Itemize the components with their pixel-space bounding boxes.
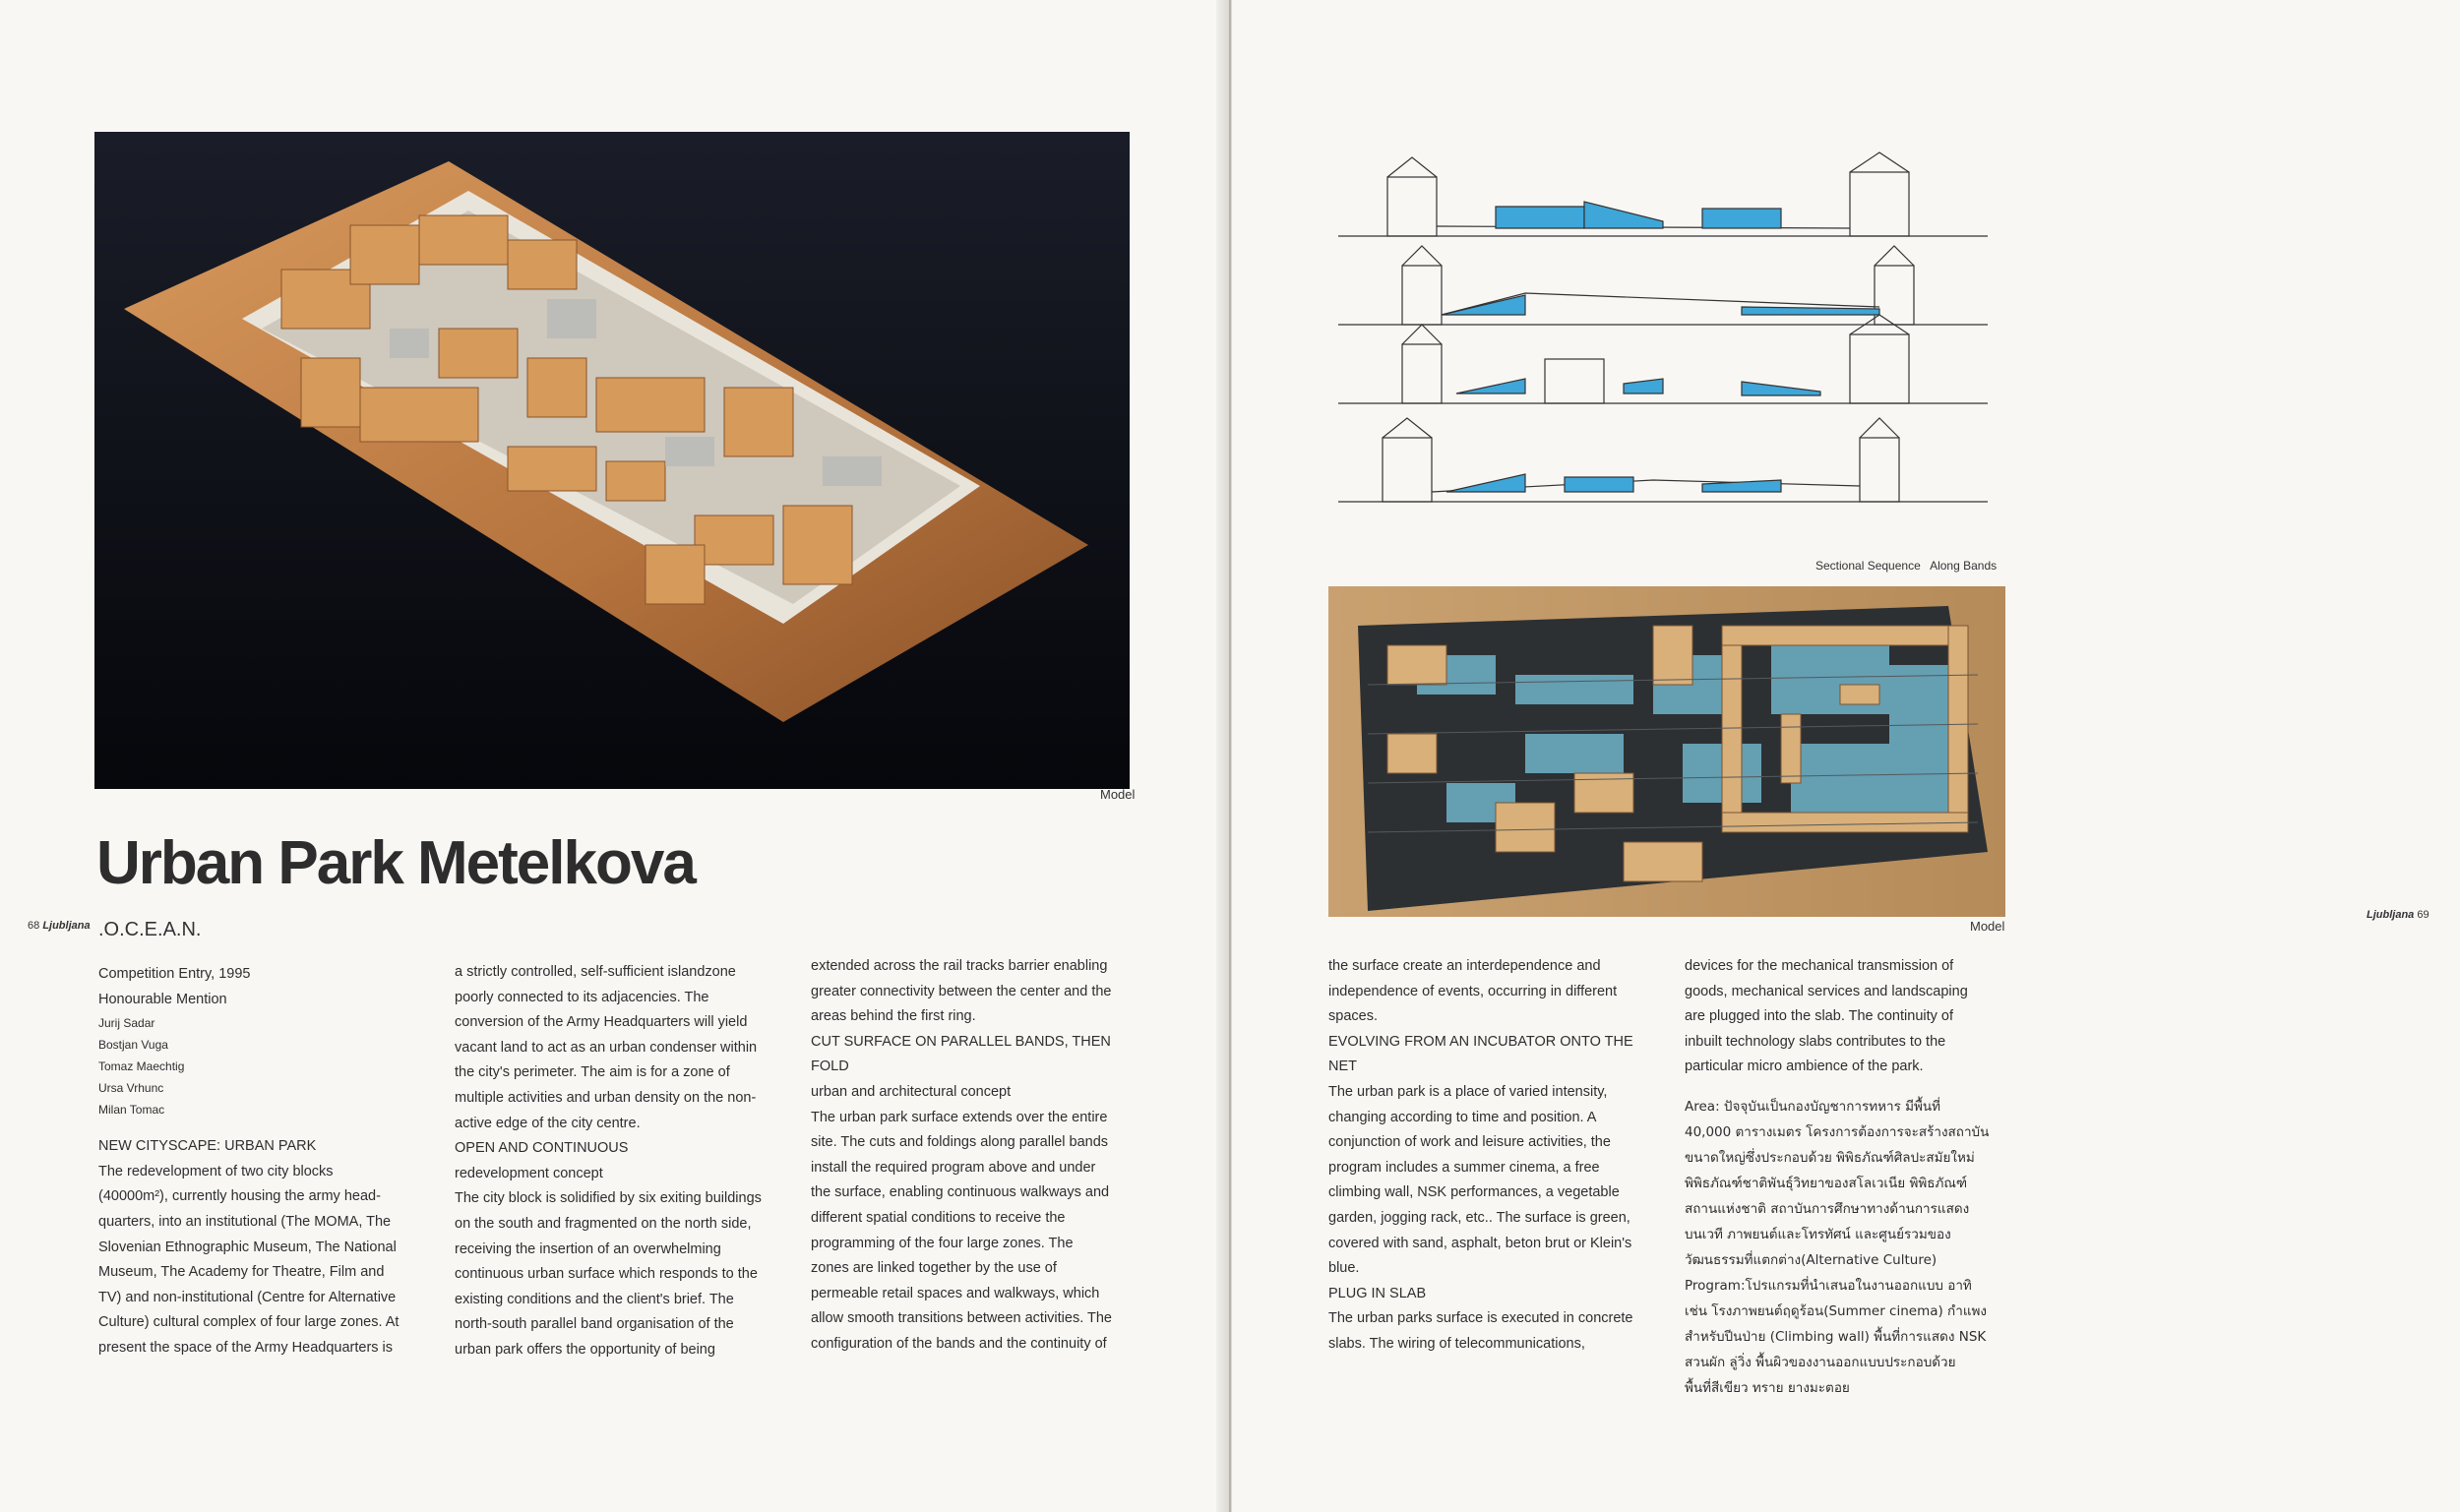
body-line: covered with sand, asphalt, beton brut or Klein's bbox=[1328, 1235, 1632, 1251]
body-line: areas behind the first ring. bbox=[811, 1008, 976, 1025]
body-line: Museum, The Academy for Theatre, Film and bbox=[98, 1264, 385, 1281]
body-line: north-south parallel band organisation of the bbox=[455, 1316, 734, 1333]
body-line: program includes a summer cinema, a free bbox=[1328, 1159, 1600, 1176]
body-line: Culture) cultural complex of four large zones. At bbox=[98, 1314, 400, 1331]
entry-line: Competition Entry, 1995 bbox=[98, 966, 251, 982]
body-line: redevelopment concept bbox=[455, 1165, 603, 1181]
left-page bbox=[0, 0, 1228, 1512]
section-1 bbox=[1338, 152, 1988, 236]
sections-caption: Sectional Sequence Along Bands bbox=[1815, 559, 1998, 573]
body-line: the surface create an interdependence and bbox=[1328, 958, 1601, 974]
body-line: site. The cuts and foldings along parallel bands bbox=[811, 1134, 1109, 1151]
thai-line: บนเวที ภาพยนต์และโทรทัศน์ และศูนย์รวมของ bbox=[1685, 1226, 1951, 1242]
thai-line: Program:โปรแกรมที่นำเสนอในงานออกแบบ อาทิ bbox=[1685, 1277, 1972, 1294]
section-heading: CUT SURFACE ON PARALLEL BANDS, THEN bbox=[811, 1033, 1111, 1050]
thai-line: สำหรับปีนป่าย (Climbing wall) พื้นที่การแสดง NSK bbox=[1685, 1328, 1987, 1345]
sectional-sequence-drawing bbox=[1328, 148, 2007, 531]
body-line: Slovenian Ethnographic Museum, The National bbox=[98, 1239, 397, 1255]
body-line: urban and architectural concept bbox=[811, 1083, 1012, 1100]
body-line: blue. bbox=[1328, 1260, 1360, 1277]
body-line: zones are linked together by the use of bbox=[811, 1260, 1057, 1277]
body-line: active edge of the city centre. bbox=[455, 1115, 641, 1131]
body-line: conversion of the Army Headquarters will yield bbox=[455, 1014, 748, 1031]
text-column-1 bbox=[98, 962, 423, 1361]
body-line: The urban parks surface is executed in concrete bbox=[1328, 1310, 1633, 1327]
body-line: different spatial conditions to receive the bbox=[811, 1209, 1066, 1226]
text-column-5 bbox=[1685, 954, 2009, 1401]
body-line: changing according to time and position. A bbox=[1328, 1109, 1597, 1125]
section-heading: PLUG IN SLAB bbox=[1328, 1285, 1427, 1301]
body-line: devices for the mechanical transmission of bbox=[1685, 958, 1954, 974]
body-line: poorly connected to its adjacencies. The bbox=[455, 989, 709, 1005]
page-title: Urban Park Metelkova bbox=[96, 829, 695, 897]
thai-line: ขนาดใหญ่ซึ่งประกอบด้วย พิพิธภัณฑ์ศิลปะสมัยใหม่ bbox=[1685, 1149, 1975, 1166]
body-line: The redevelopment of two city blocks bbox=[98, 1163, 334, 1179]
body-line: on the south and fragmented on the north side, bbox=[455, 1215, 752, 1232]
thai-line: สวนผัก ลู่วิ่ง พื้นผิวของงานออกแบบประกอบด้วย bbox=[1685, 1354, 1956, 1370]
thai-line: พื้นที่สีเขียว ทราย ยางมะตอย bbox=[1685, 1379, 1850, 1396]
text-column-2 bbox=[455, 960, 789, 1363]
thai-line: วัฒนธรรมที่แตกต่าง(Alternative Culture) bbox=[1685, 1251, 1937, 1268]
body-line: (40000m²), currently housing the army head- bbox=[98, 1188, 381, 1205]
body-line: climbing wall, NSK performances, a vegetable bbox=[1328, 1184, 1620, 1201]
folio-number: 68 bbox=[28, 920, 40, 932]
gutter-fold bbox=[1229, 0, 1231, 1512]
thai-line: 40,000 ตารางเมตร โครงการต้องการจะสร้างสถาบัน bbox=[1685, 1123, 1990, 1140]
section-3 bbox=[1338, 315, 1988, 403]
folio-city: Ljubljana bbox=[42, 920, 91, 932]
body-line: continuous urban surface which responds to the bbox=[455, 1266, 758, 1283]
body-line: vacant land to act as an urban condenser within bbox=[455, 1039, 758, 1056]
body-line: The city block is solidified by six exiting buildings bbox=[455, 1190, 762, 1207]
body-line: the city's perimeter. The aim is for a zone of bbox=[455, 1064, 730, 1081]
folio-number: 69 bbox=[2417, 909, 2429, 921]
folio-city: Ljubljana bbox=[2367, 909, 2415, 921]
author-credit: .O.C.E.A.N. bbox=[98, 919, 202, 940]
body-line: particular micro ambience of the park. bbox=[1685, 1058, 1924, 1075]
section-heading: NET bbox=[1328, 1058, 1357, 1075]
body-line: quarters, into an institutional (The MOMA, The bbox=[98, 1213, 392, 1230]
body-line: urban park offers the opportunity of being bbox=[455, 1341, 715, 1358]
model-photo-perspective bbox=[94, 132, 1130, 789]
thai-line: พิพิธภัณฑ์ชาติพันธุ์วิทยาของสโลเวเนีย พิพิธภัณฑ์ bbox=[1685, 1175, 1968, 1191]
body-line: TV) and non-institutional (Centre for Alternative bbox=[98, 1289, 397, 1305]
body-line: permeable retail spaces and walkways, which bbox=[811, 1285, 1100, 1301]
section-heading: NEW CITYSCAPE: URBAN PARK bbox=[98, 1138, 317, 1155]
body-line: independence of events, occurring in different bbox=[1328, 983, 1618, 999]
team-member: Bostjan Vuga bbox=[98, 1038, 168, 1053]
body-line: configuration of the bands and the continuity of bbox=[811, 1335, 1107, 1352]
body-line: goods, mechanical services and landscaping bbox=[1685, 983, 1968, 999]
section-4 bbox=[1338, 418, 1988, 502]
body-line: programming of the four large zones. The bbox=[811, 1235, 1074, 1251]
text-column-3 bbox=[811, 954, 1150, 1358]
body-line: greater connectivity between the center and the bbox=[811, 983, 1112, 999]
team-list bbox=[98, 1012, 423, 1120]
body-line: multiple activities and urban density on the non- bbox=[455, 1089, 757, 1106]
body-line: present the space of the Army Headquarters is bbox=[98, 1339, 394, 1356]
section-heading: FOLD bbox=[811, 1058, 849, 1075]
section-heading: OPEN AND CONTINUOUS bbox=[455, 1140, 629, 1157]
body-line: install the required program above and under bbox=[811, 1159, 1096, 1176]
section-2 bbox=[1338, 246, 1988, 325]
folio-left bbox=[28, 920, 91, 932]
body-line: allow smooth transitions between activities. The bbox=[811, 1310, 1112, 1327]
thai-line: สถานแห่งชาติ สถาบันการศึกษาทางด้านการแสดง bbox=[1685, 1200, 1970, 1217]
team-member: Milan Tomac bbox=[98, 1103, 165, 1118]
text-column-4 bbox=[1328, 954, 1668, 1358]
body-line: inbuilt technology slabs contributes to the bbox=[1685, 1033, 1946, 1050]
section-heading: EVOLVING FROM AN INCUBATOR ONTO THE bbox=[1328, 1033, 1633, 1050]
body-line: slabs. The wiring of telecommunications, bbox=[1328, 1335, 1585, 1352]
thai-summary bbox=[1685, 1094, 2009, 1401]
body-line: spaces. bbox=[1328, 1008, 1378, 1025]
body-line: garden, jogging rack, etc.. The surface is green, bbox=[1328, 1209, 1630, 1226]
team-member: Jurij Sadar bbox=[98, 1016, 155, 1031]
award-line: Honourable Mention bbox=[98, 991, 227, 1007]
body-line: receiving the insertion of an overwhelming bbox=[455, 1240, 721, 1257]
model-photo-plan bbox=[1328, 586, 2005, 917]
team-member: Tomaz Maechtig bbox=[98, 1059, 185, 1074]
thai-line: Area: ปัจจุบันเป็นกองบัญชาการทหาร มีพื้นที่ bbox=[1685, 1098, 1941, 1115]
folio-right bbox=[2367, 909, 2429, 921]
body-line: the surface, enabling continuous walkways and bbox=[811, 1184, 1110, 1201]
body-line: are plugged into the slab. The continuity of bbox=[1685, 1008, 1954, 1025]
body-line: The urban park surface extends over the entire bbox=[811, 1109, 1108, 1125]
body-line: extended across the rail tracks barrier enabling bbox=[811, 958, 1108, 974]
thai-line: เช่น โรงภาพยนต์ฤดูร้อน(Summer cinema) กำแพง bbox=[1685, 1302, 1988, 1319]
body-line: a strictly controlled, self-sufficient islandzone bbox=[455, 964, 736, 980]
photo-caption-model-2: Model bbox=[1970, 919, 2005, 934]
photo-caption-model: Model bbox=[1100, 787, 1136, 802]
team-member: Ursa Vrhunc bbox=[98, 1081, 164, 1096]
body-line: existing conditions and the client's brief. The bbox=[455, 1291, 734, 1307]
body-line: The urban park is a place of varied intensity, bbox=[1328, 1083, 1608, 1100]
body-line: conjunction of work and leisure activities, the bbox=[1328, 1134, 1611, 1151]
